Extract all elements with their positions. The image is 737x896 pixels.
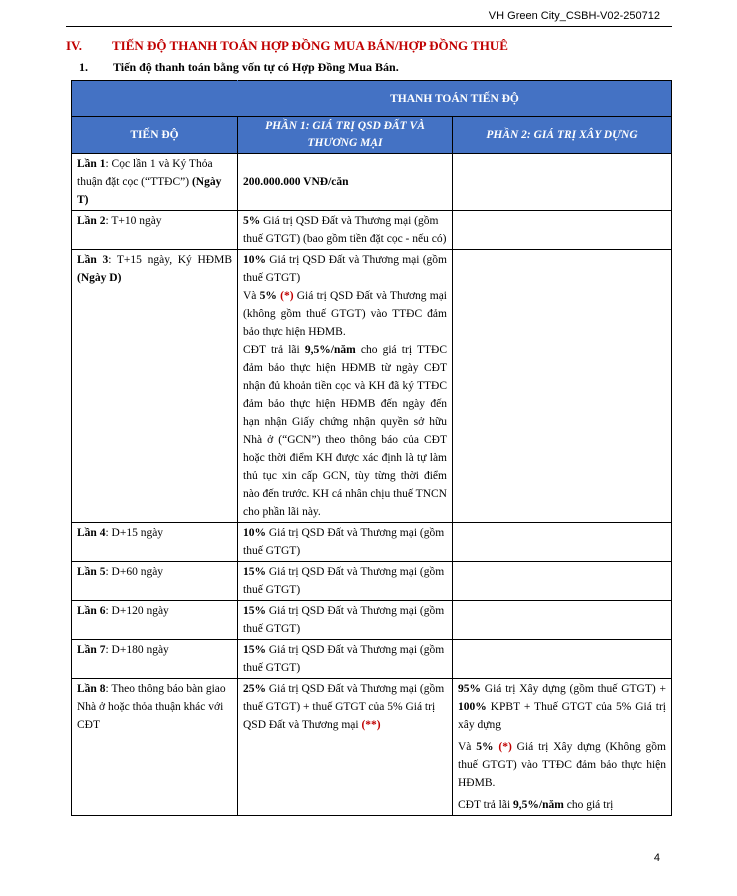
table-row: [72, 523, 672, 562]
part1-cell: 15% Giá trị QSD Đất và Thương mại (gồm thuế GTGT): [238, 601, 453, 640]
part1-cell: 15% Giá trị QSD Đất và Thương mại (gồm thuế GTGT): [238, 640, 453, 679]
section-number: IV.: [66, 38, 83, 53]
stage-cell: Lần 3: T+15 ngày, Ký HĐMB (Ngày D): [72, 250, 238, 523]
part2-cell: [453, 562, 672, 601]
header-payment-progress: THANH TOÁN TIẾN ĐỘ: [238, 81, 672, 117]
part1-cell: 10% Giá trị QSD Đất và Thương mại (gồm thuế GTGT) Và 5% (*) Giá trị QSD Đất và Thương mại (không gồm thuế GTGT) vào TTĐC đảm bảo thực hiện HĐMB. CĐT trả lãi 9,5%/năm cho giá trị TTĐC đảm bảo thực hiện HĐMB từ ngày CĐT nhận đủ khoản tiền cọc và KH đã ký TTĐC đảm bảo thực hiện HĐMB đến ngày đến hạn nhận Giấy chứng nhận quyền sở hữu Nhà ở (“GCN”) theo thông báo của CĐT hoặc thời điểm KH được xác định là tự làm thủ tục xin cấp GCN, tùy từng thời điểm nào đến trước. KH cá nhân chịu thuế TNCN cho phần lãi này.: [238, 250, 453, 523]
stage-cell: Lần 4: D+15 ngày: [72, 523, 238, 562]
stage-cell: Lần 8: Theo thông báo bàn giao Nhà ở hoặc thỏa thuận khác với CĐT: [72, 679, 238, 816]
part1-cell: 5% Giá trị QSD Đất và Thương mại (gồm thuế GTGT) (bao gồm tiền đặt cọc - nếu có): [238, 211, 453, 250]
section-title-text: TIẾN ĐỘ THANH TOÁN HỢP ĐỒNG MUA BÁN/HỢP ĐỒNG THUÊ: [112, 38, 508, 53]
part2-cell: 95% Giá trị Xây dựng (gồm thuế GTGT) + 100% KPBT + Thuế GTGT của 5% Giá trị xây dựng Và 5% (*) Giá trị Xây dựng (Không gồm thuế GTGT) vào TTĐC đảm bảo thực hiện HĐMB. CĐT trả lãi 9,5%/năm cho giá trị: [453, 679, 672, 816]
stage-cell: Lần 7: D+180 ngày: [72, 640, 238, 679]
part2-cell: [453, 250, 672, 523]
stage-cell: Lần 2: T+10 ngày: [72, 211, 238, 250]
stage-cell: Lần 6: D+120 ngày: [72, 601, 238, 640]
document-code: VH Green City_CSBH-V02-250712: [488, 10, 660, 22]
part2-cell: [453, 601, 672, 640]
part2-cell: [453, 154, 672, 211]
payment-schedule-table: [71, 80, 672, 816]
part1-cell: 10% Giá trị QSD Đất và Thương mại (gồm thuế GTGT): [238, 523, 453, 562]
section-title: [66, 38, 508, 54]
table-row: [72, 601, 672, 640]
part1-cell: 15% Giá trị QSD Đất và Thương mại (gồm thuế GTGT): [238, 562, 453, 601]
header-empty-cell: [72, 81, 238, 117]
table-row: [72, 562, 672, 601]
subsection-title: [79, 60, 399, 75]
header-part1: PHẦN 1: GIÁ TRỊ QSD ĐẤT VÀ THƯƠNG MẠI: [238, 117, 453, 154]
header-part2: PHẦN 2: GIÁ TRỊ XÂY DỰNG: [453, 117, 672, 154]
page-number: 4: [653, 852, 660, 864]
part2-cell: [453, 211, 672, 250]
table-row: [72, 250, 672, 523]
subsection-title-text: Tiến độ thanh toán bằng vốn tự có Hợp Đồng Mua Bán.: [113, 60, 399, 74]
part1-cell: 200.000.000 VNĐ/căn: [238, 154, 453, 211]
subsection-number: 1.: [79, 60, 88, 74]
part2-cell: [453, 523, 672, 562]
table-row: [72, 640, 672, 679]
table-row: [72, 211, 672, 250]
table-header-columns: [72, 117, 672, 154]
header-rule: [66, 26, 672, 27]
table-row: [72, 154, 672, 211]
header-stage: TIẾN ĐỘ: [72, 117, 238, 154]
part1-cell: 25% Giá trị QSD Đất và Thương mại (gồm thuế GTGT) + thuế GTGT của 5% Giá trị QSD Đất và Thương mại (**): [238, 679, 453, 816]
table-row: [72, 679, 672, 816]
stage-cell: Lần 5: D+60 ngày: [72, 562, 238, 601]
stage-cell: Lần 1: Cọc lần 1 và Ký Thỏa thuận đặt cọc (“TTĐC”) (Ngày T): [72, 154, 238, 211]
table-header-top: [72, 81, 672, 117]
part2-cell: [453, 640, 672, 679]
